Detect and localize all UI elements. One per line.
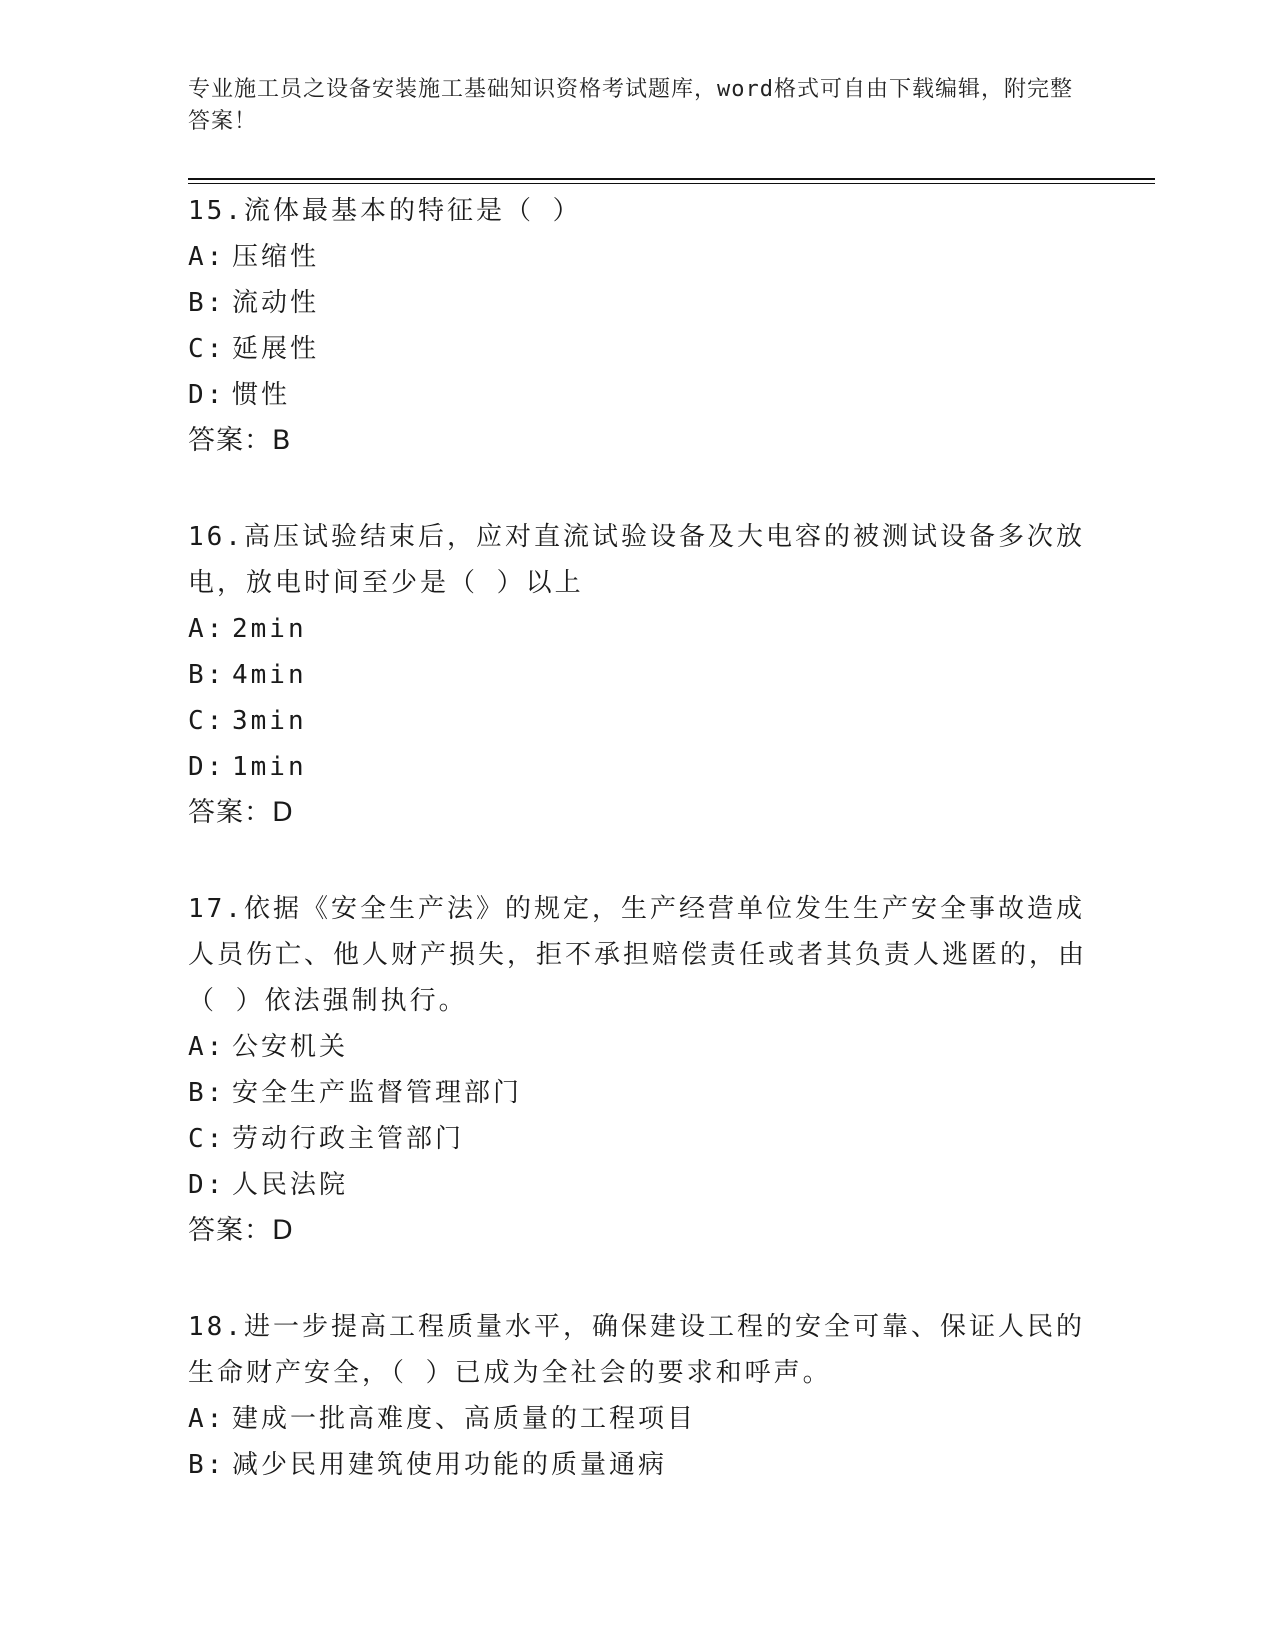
question-list (188, 188, 1088, 1538)
option-c (188, 1116, 1088, 1162)
question-text: 16.高压试验结束后，应对直流试验设备及大电容的被测试设备多次放电，放电时间至少是（ ）以上 (188, 522, 1085, 598)
option-text: 建成一批高难度、高质量的工程项目 (232, 1404, 697, 1434)
question-text: 15.流体最基本的特征是（ ） (188, 196, 582, 226)
option-a (188, 606, 1088, 652)
option-text: 惯性 (232, 380, 291, 410)
option-text: 延展性 (232, 334, 320, 364)
option-text: 减少民用建筑使用功能的质量通病 (232, 1450, 668, 1480)
question-15 (188, 188, 1088, 464)
option-letter: A: (188, 1404, 226, 1434)
option-letter: C: (188, 334, 226, 364)
option-d (188, 744, 1088, 790)
option-c (188, 326, 1088, 372)
option-text: 公安机关 (232, 1032, 349, 1062)
option-letter: B: (188, 1078, 226, 1108)
option-text: 3min (232, 706, 307, 736)
answer-label: 答案：D (188, 797, 294, 828)
option-letter: A: (188, 614, 226, 644)
option-b (188, 280, 1088, 326)
option-letter: D: (188, 380, 226, 410)
option-text: 4min (232, 660, 307, 690)
question-18 (188, 1304, 1088, 1488)
option-letter: B: (188, 660, 226, 690)
option-letter: D: (188, 752, 226, 782)
header-rule-thick (188, 178, 1155, 180)
option-text: 劳动行政主管部门 (232, 1124, 465, 1154)
option-text: 1min (232, 752, 307, 782)
header-rule-thin (188, 183, 1155, 184)
option-letter: B: (188, 288, 226, 318)
option-a (188, 234, 1088, 280)
answer-label: 答案：B (188, 425, 292, 456)
question-17 (188, 886, 1088, 1254)
option-b (188, 1070, 1088, 1116)
question-16 (188, 514, 1088, 836)
option-letter: D: (188, 1170, 226, 1200)
option-letter: C: (188, 706, 226, 736)
option-a (188, 1024, 1088, 1070)
option-d (188, 372, 1088, 418)
option-b (188, 1442, 1088, 1488)
option-letter: B: (188, 1450, 226, 1480)
option-text: 人民法院 (232, 1170, 349, 1200)
answer-label: 答案：D (188, 1215, 294, 1246)
option-c (188, 698, 1088, 744)
question-text: 17.依据《安全生产法》的规定，生产经营单位发生生产安全事故造成人员伤亡、他人财产损失，拒不承担赔偿责任或者其负责人逃匿的，由（ ）依法强制执行。 (188, 894, 1088, 1016)
question-text: 18.进一步提高工程质量水平，确保建设工程的安全可靠、保证人民的生命财产安全，（ ）已成为全社会的要求和呼声。 (188, 1312, 1085, 1388)
option-text: 流动性 (232, 288, 320, 318)
option-text: 2min (232, 614, 307, 644)
option-letter: A: (188, 1032, 226, 1062)
option-b (188, 652, 1088, 698)
option-a (188, 1396, 1088, 1442)
option-text: 压缩性 (232, 242, 320, 272)
option-text: 安全生产监督管理部门 (232, 1078, 523, 1108)
option-letter: C: (188, 1124, 226, 1154)
document-header: 专业施工员之设备安装施工基础知识资格考试题库，word格式可自由下载编辑，附完整答案！ (188, 77, 1073, 134)
option-letter: A: (188, 242, 226, 272)
option-d (188, 1162, 1088, 1208)
